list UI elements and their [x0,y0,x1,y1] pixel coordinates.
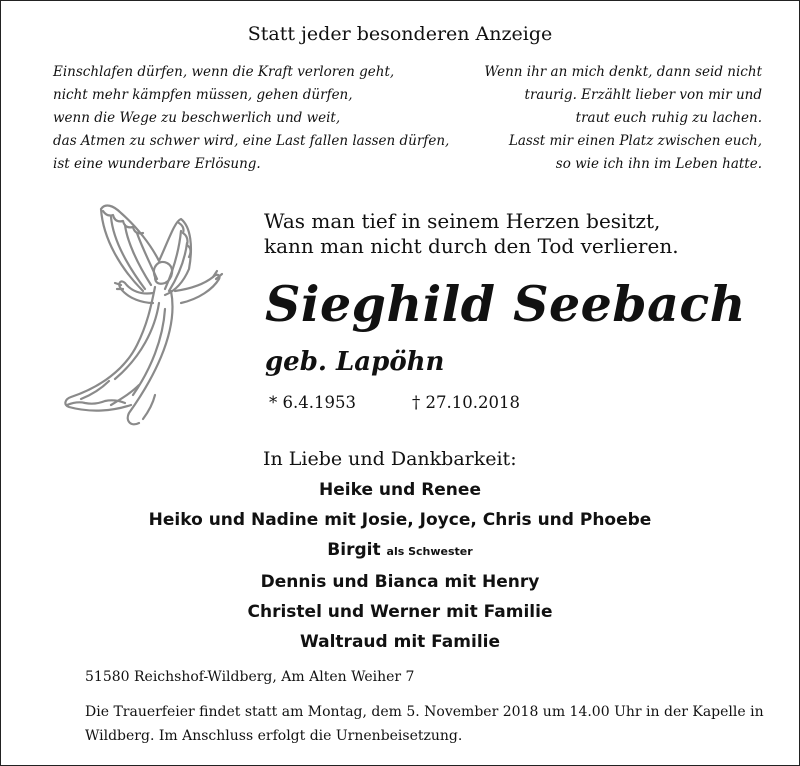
death-date: † 27.10.2018 [412,393,520,412]
birth-date: * 6.4.1953 [269,393,356,412]
poem-left-line: wenn die Wege zu beschwerlich und weit, [53,110,341,126]
poem-left-line: ist eine wunderbare Erlösung. [53,156,261,172]
address: 51580 Reichshof-Wildberg, Am Alten Weiher 7 [85,669,415,685]
quote-line: kann man nicht durch den Tod verlieren. [264,234,679,258]
mourner-line [1,535,799,567]
mourner-names: Heike und Renee [319,480,481,500]
poem-right-line: Wenn ihr an mich denkt, dann seid nicht [484,64,762,80]
birth-name: geb. Lapöhn [265,347,445,377]
mourner-names: Waltraud mit Familie [299,632,500,652]
poem-right-line: Lasst mir einen Platz zwischen euch, [508,133,762,149]
poem-right-line: so wie ich ihn im Leben hatte. [555,156,762,172]
deceased-name: Sieghild Seebach [265,275,746,333]
mourners-list [1,475,799,657]
poem-right-line: traut euch ruhig zu lachen. [575,110,762,126]
poem-left-line: Einschlafen dürfen, wenn die Kraft verloren geht, [53,64,395,80]
notice-heading: Statt jeder besonderen Anzeige [247,23,553,45]
mourner-names: Birgit [327,540,381,560]
quote-line: Was man tief in seinem Herzen besitzt, [264,209,661,233]
mourner-names: Dennis und Bianca mit Henry [260,572,540,592]
poem-left [53,61,449,176]
service-details: Die Trauerfeier findet statt am Montag, dem 5. November 2018 um 14.00 Uhr in der Kapelle in Wildberg. Im Anschluss erfolgt die Urnenbeisetzung. [85,704,764,744]
poem-right-line: traurig. Erzählt lieber von mir und [524,87,762,103]
mourner-names: Heiko und Nadine mit Josie, Joyce, Chris und Phoebe [148,510,652,530]
angel-drawing-icon [51,199,241,439]
mourner-line [1,475,799,505]
mourner-line [1,597,799,627]
mourner-line [1,627,799,657]
mourner-names: Christel und Werner mit Familie [247,602,553,622]
mourner-relation: als Schwester [386,545,473,558]
poem-right [484,61,762,176]
thanks-line: In Liebe und Dankbarkeit: [263,448,517,470]
mourner-line [1,505,799,535]
poem-left-line: das Atmen zu schwer wird, eine Last fallen lassen dürfen, [53,133,450,149]
mourner-line [1,567,799,597]
poem-left-line: nicht mehr kämpfen müssen, gehen dürfen, [53,87,353,103]
memorial-quote [264,209,679,259]
